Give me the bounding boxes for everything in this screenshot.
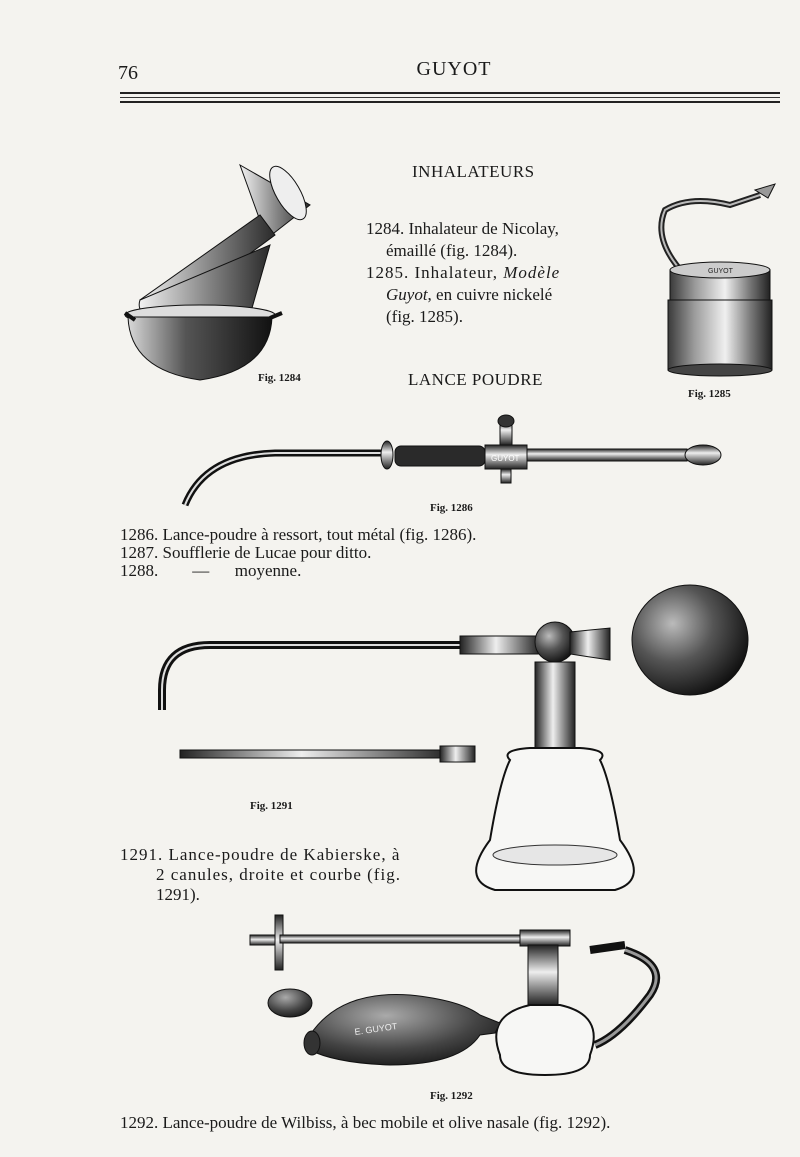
caption-fig-1285: Fig. 1285 <box>688 388 731 400</box>
entry-1285-material: , en cuivre nickelé <box>427 285 553 304</box>
section-title-inhalateurs: INHALATEURS <box>412 162 535 181</box>
caption-fig-1284: Fig. 1284 <box>258 372 301 384</box>
entry-1291-line1: 1291. Lance-poudre de Kabierske, à <box>120 845 401 864</box>
header-rule-thin <box>120 97 780 98</box>
caption-fig-1292: Fig. 1292 <box>430 1090 473 1102</box>
page-number: 76 <box>118 62 138 84</box>
entry-1286: 1286. Lance-poudre à ressort, tout métal (fig. 1286). <box>120 525 477 544</box>
fig-1286-hub-mark: GUYOT <box>491 454 520 463</box>
entry-1285-line2 <box>386 284 552 306</box>
figure-1286-lance-poudre <box>175 415 735 515</box>
entry-1285-model: Modèle <box>503 263 561 282</box>
figure-1284-inhaler <box>120 155 300 395</box>
entry-1284-line1: 1284. Inhalateur de Nicolay, <box>366 219 559 238</box>
entry-1288: 1288. — moyenne. <box>120 561 302 580</box>
running-title: GUYOT <box>416 58 492 80</box>
header-rule-bottom <box>120 101 780 103</box>
fig-1292-bulb-mark: E. GUYOT <box>353 1021 398 1037</box>
figure-1285-inhaler-guyot <box>650 180 785 380</box>
header-rule <box>120 92 780 94</box>
section-title-lance-poudre: LANCE POUDRE <box>408 370 543 389</box>
entry-1285-line3: (fig. 1285). <box>386 307 463 326</box>
entry-1291-line3: 1291). <box>156 885 200 904</box>
entry-1285-text: 1285. Inhalateur, <box>366 263 504 282</box>
figure-1292-wilbiss <box>240 905 680 1085</box>
entry-1291-line2: 2 canules, droite et courbe (fig. <box>156 865 401 884</box>
entry-1287: 1287. Soufflerie de Lucae pour ditto. <box>120 543 372 562</box>
entry-1292: 1292. Lance-poudre de Wilbiss, à bec mobile et olive nasale (fig. 1292). <box>120 1113 611 1132</box>
caption-fig-1291: Fig. 1291 <box>250 800 293 812</box>
entry-1285-guyot: Guyot <box>386 285 428 304</box>
caption-fig-1286: Fig. 1286 <box>430 502 473 514</box>
entry-1284-line2: émaillé (fig. 1284). <box>386 241 518 260</box>
fig-1285-lid-mark: GUYOT <box>708 268 733 275</box>
entry-1285-line1 <box>366 262 560 284</box>
